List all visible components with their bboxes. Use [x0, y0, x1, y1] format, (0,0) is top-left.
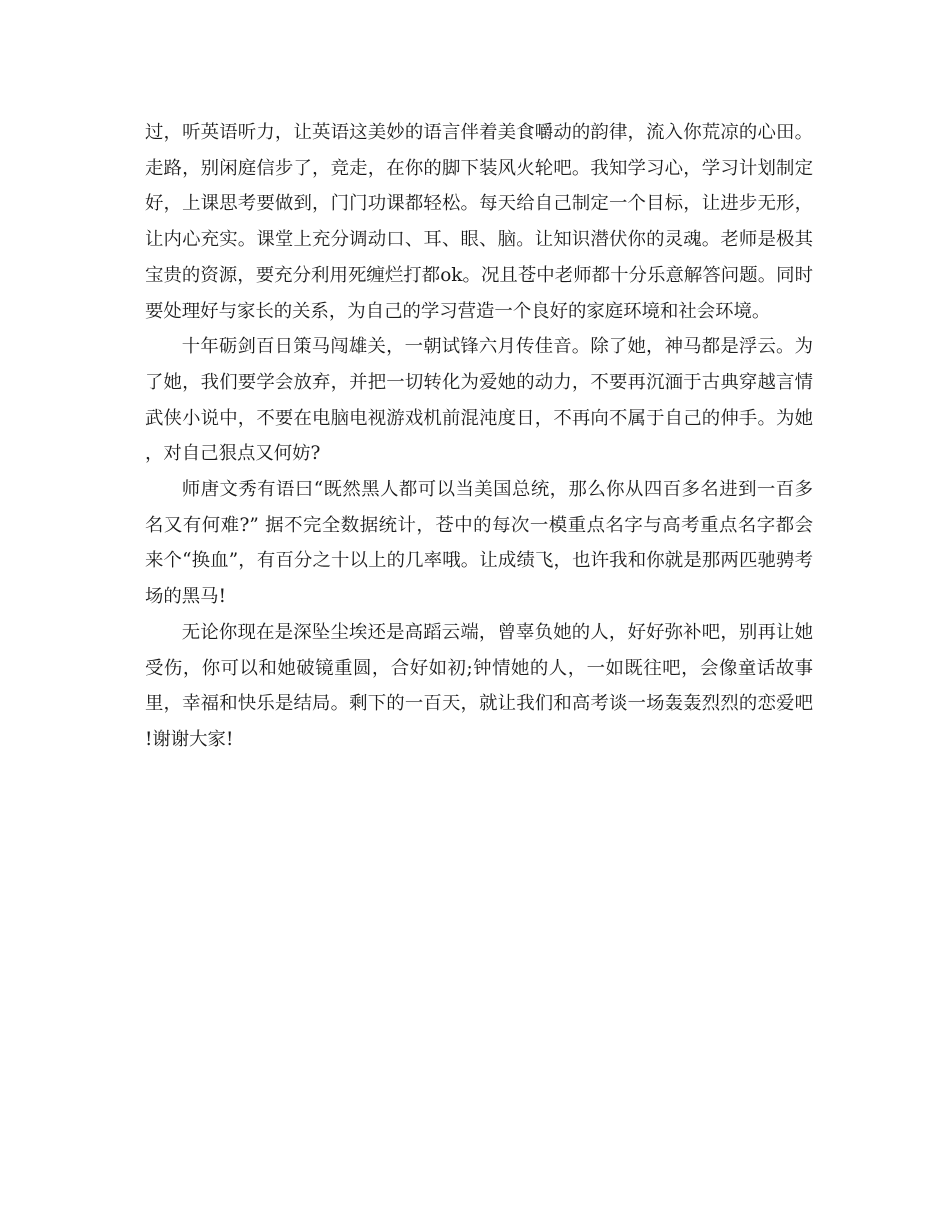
paragraph-1: 过，听英语听力，让英语这美妙的语言伴着美食嚼动的韵律，流入你荒凉的心田。走路，别闲庭信步了，竞走，在你的脚下装风火轮吧。我知学习心，学习计划制定好，上课思考要做到，门门功课都轻松。每天给自己制定一个目标，让进步无形，让内心充实。课堂上充分调动口、耳、眼、脑。让知识潜伏你的灵魂。老师是极其宝贵的资源，要充分利用死缠烂打都ok。况且苍中老师都十分乐意解答问题。同时要处理好与家长的关系，为自己的学习营造一个良好的家庭环境和社会环境。 — [145, 122, 813, 322]
paragraph-3: 师唐文秀有语曰“既然黑人都可以当美国总统，那么你从四百多名进到一百多名又有何难?” 据不完全数据统计，苍中的每次一模重点名字与高考重点名字都会来个“换血”，有百分之十以上的几率哦。让成绩飞，也许我和你就是那两匹驰骋考场的黑马! — [145, 479, 813, 608]
paragraph-4: 无论你现在是深坠尘埃还是高蹈云端，曾辜负她的人，好好弥补吧，别再让她受伤，你可以和她破镜重圆，合好如初;钟情她的人，一如既往吧，会像童话故事里，幸福和快乐是结局。剩下的一百天，就让我们和高考谈一场轰轰烈烈的恋爱吧!谢谢大家! — [145, 621, 813, 750]
paragraph-2: 十年砺剑百日策马闯雄关，一朝试锋六月传佳音。除了她，神马都是浮云。为了她，我们要学会放弃，并把一切转化为爱她的动力，不要再沉湎于古典穿越言情武侠小说中，不要在电脑电视游戏机前混沌度日，不再向不属于自己的伸手。为她，对自己狠点又何妨? — [145, 336, 813, 465]
document-body — [145, 115, 813, 758]
